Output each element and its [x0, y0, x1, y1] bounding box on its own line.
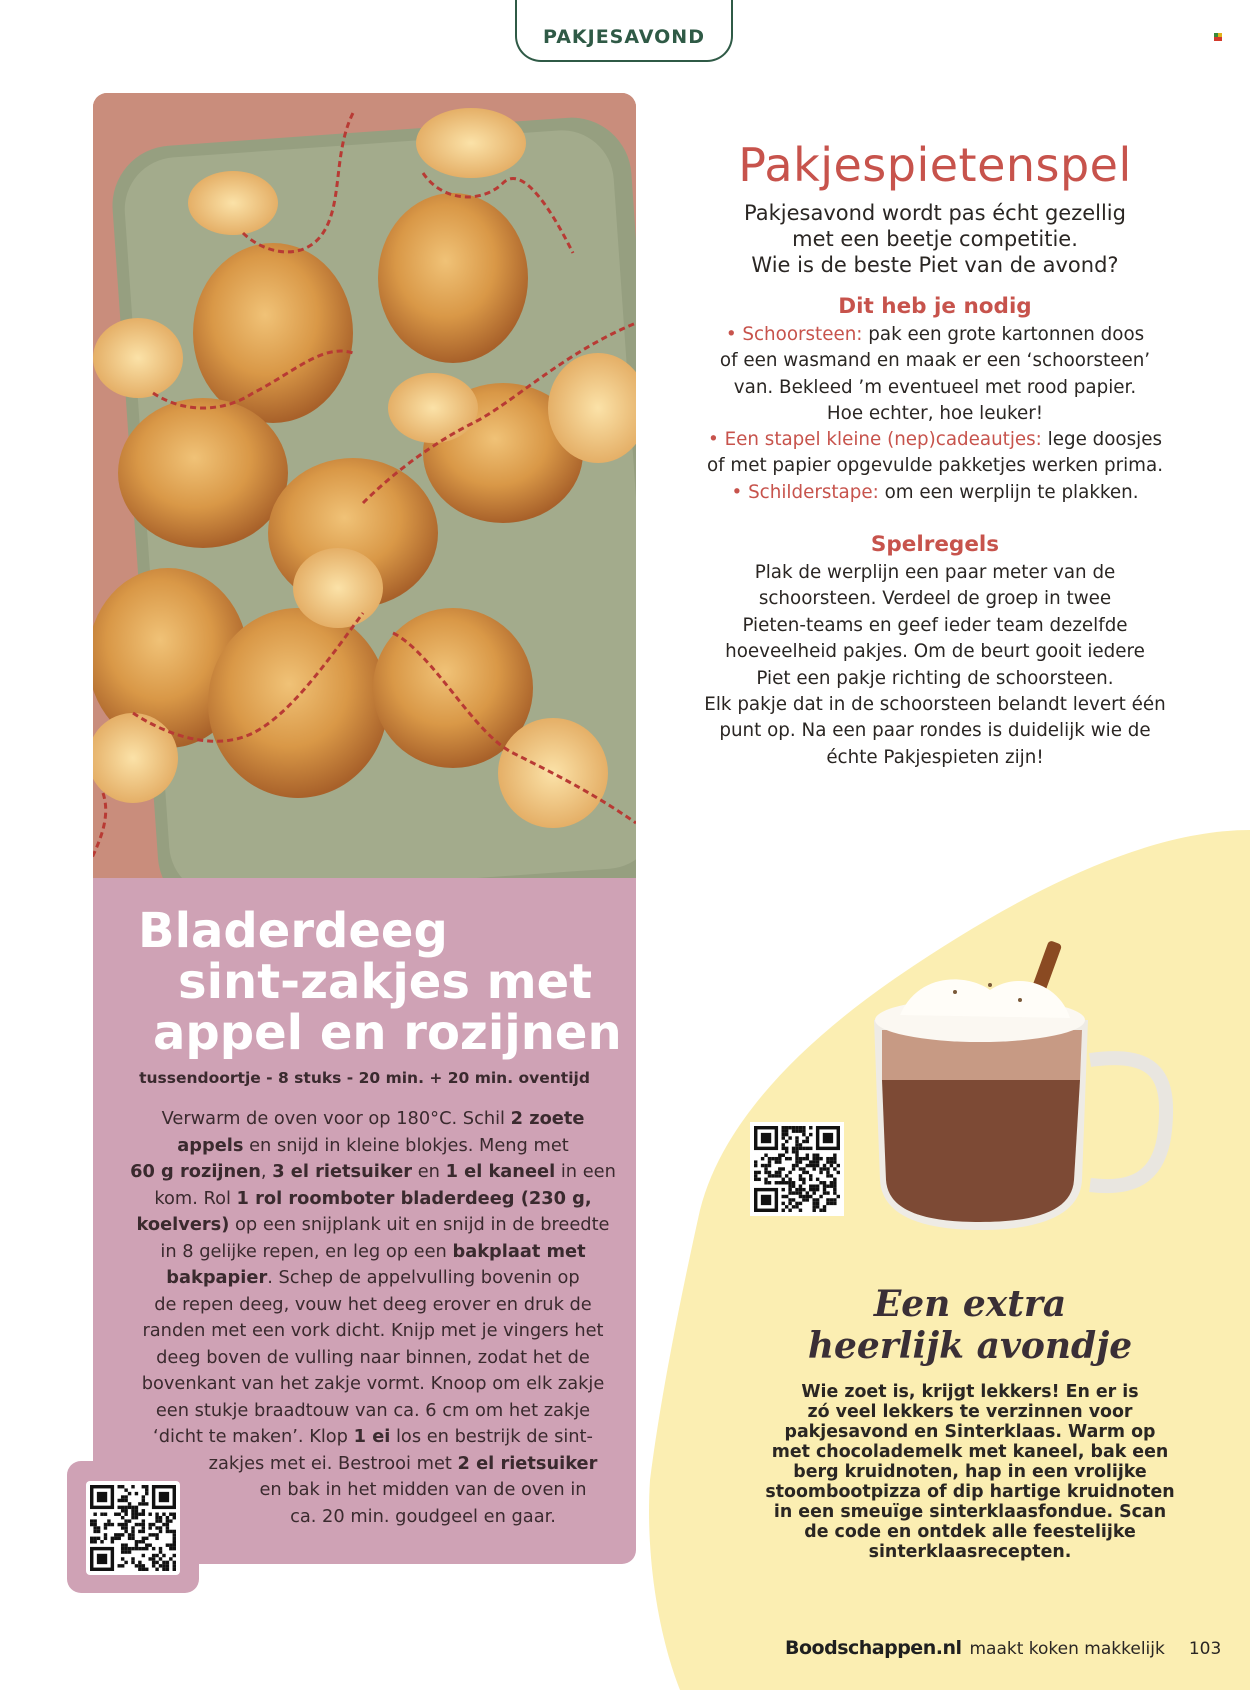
page-footer	[785, 1637, 1221, 1659]
section-tab-label: PAKJESAVOND	[543, 26, 705, 48]
qr-code-icon	[754, 1126, 840, 1212]
rules-text: Plak de werplijn een paar meter van de schoorsteen. Verdeel de groep in twee Pieten-teams en geef ieder team dezelfde hoeveelheid pakjes. Om de beurt gooit iedere Piet een pakje richting de schoorsteen. Elk pakje dat in de schoorsteen belandt levert één punt op. Na een paar rondes is duidelijk wie de échte Pakjespieten zijn!	[704, 562, 1166, 768]
recipe-instructions: Verwarm de oven voor op 180°C. Schil 2 zoete appels en snijd in kleine blokjes. Meng met 60 g rozijnen, 3 el rietsuiker en 1 el kaneel in een kom. Rol 1 rol roomboter bladerdeeg (230 g, koelvers) op een snijplank uit en snijd in de breedte in 8 gelijke repen, en leg op een bakplaat met bakpapier. Schep de appelvulling bovenin op de repen deeg, vouw het deeg erover en druk de randen met een vork dicht. Knijp met je vingers het deeg boven de vulling naar binnen, zodat het de bovenkant van het zakje vormt. Knoop om elk zakje een stukje braadtouw van ca. 6 cm om het zakje ‘dicht te maken’. Klop 1 ei los en bestrijk de sint- zakjes met ei. Bestrooi met 2 el rietsuiker en bak in het midden van de oven in ca. 20 min. goudgeel en gaar.	[130, 1108, 616, 1527]
section-tab	[515, 0, 733, 62]
needs-heading: Dit heb je nodig	[838, 294, 1032, 319]
rules-heading: Spelregels	[870, 532, 1000, 557]
corner-color-mark	[1214, 33, 1222, 41]
footer-tagline: maakt koken makkelijk	[969, 1639, 1165, 1659]
extra-qr-code[interactable]	[750, 1122, 844, 1216]
extra-title: Een extra heerlijk avondje	[807, 1283, 1133, 1367]
pastry-photo	[93, 93, 636, 878]
extra-body: Wie zoet is, krijgt lekkers! En er is zó veel lekkers te verzinnen voor pakjesavond en Sinterklaas. Warm op met chocolademelk met kaneel, bak een berg kruidnoten, hap in een vrolijke stoombootpizza of dip hartige kruidnoten in een smeuïge sinterklaasfondue. Scan de code en ontdek alle feestelijke sinterklaasrecepten.	[765, 1382, 1175, 1562]
qr-code-icon	[90, 1485, 176, 1571]
page-number: 103	[1188, 1639, 1222, 1659]
game-title: Pakjespietenspel	[738, 138, 1132, 192]
recipe-title	[138, 903, 638, 1061]
recipe-title-line-3: appel en rozijnen	[153, 1005, 622, 1061]
needs-list: • Schoorsteen: pak een grote kartonnen doos of een wasmand en maak er een ‘schoorsteen’ van. Bekleed ’m eventueel met rood papier. Hoe echter, hoe leuker! • Een stapel kleine (nep)cadeautjes: lege doosjes of met papier opgevulde pakketjes werken prima. • Schilderstape: om een werplijn te plakken.	[706, 324, 1164, 503]
game-intro: Pakjesavond wordt pas écht gezellig met een beetje competitie. Wie is de beste Piet van de avond?	[744, 201, 1126, 277]
recipe-qr-code[interactable]	[86, 1481, 180, 1575]
hot-chocolate-mug-photo	[860, 930, 1180, 1250]
recipe-title-line-1: Bladerdeeg	[138, 903, 448, 959]
recipe-meta: tussendoortje - 8 stuks - 20 min. + 20 min. oventijd	[139, 1069, 590, 1087]
brand-logo[interactable]: Boodschappen.nl	[785, 1637, 962, 1659]
recipe-title-line-2: sint-zakjes met	[178, 954, 593, 1010]
